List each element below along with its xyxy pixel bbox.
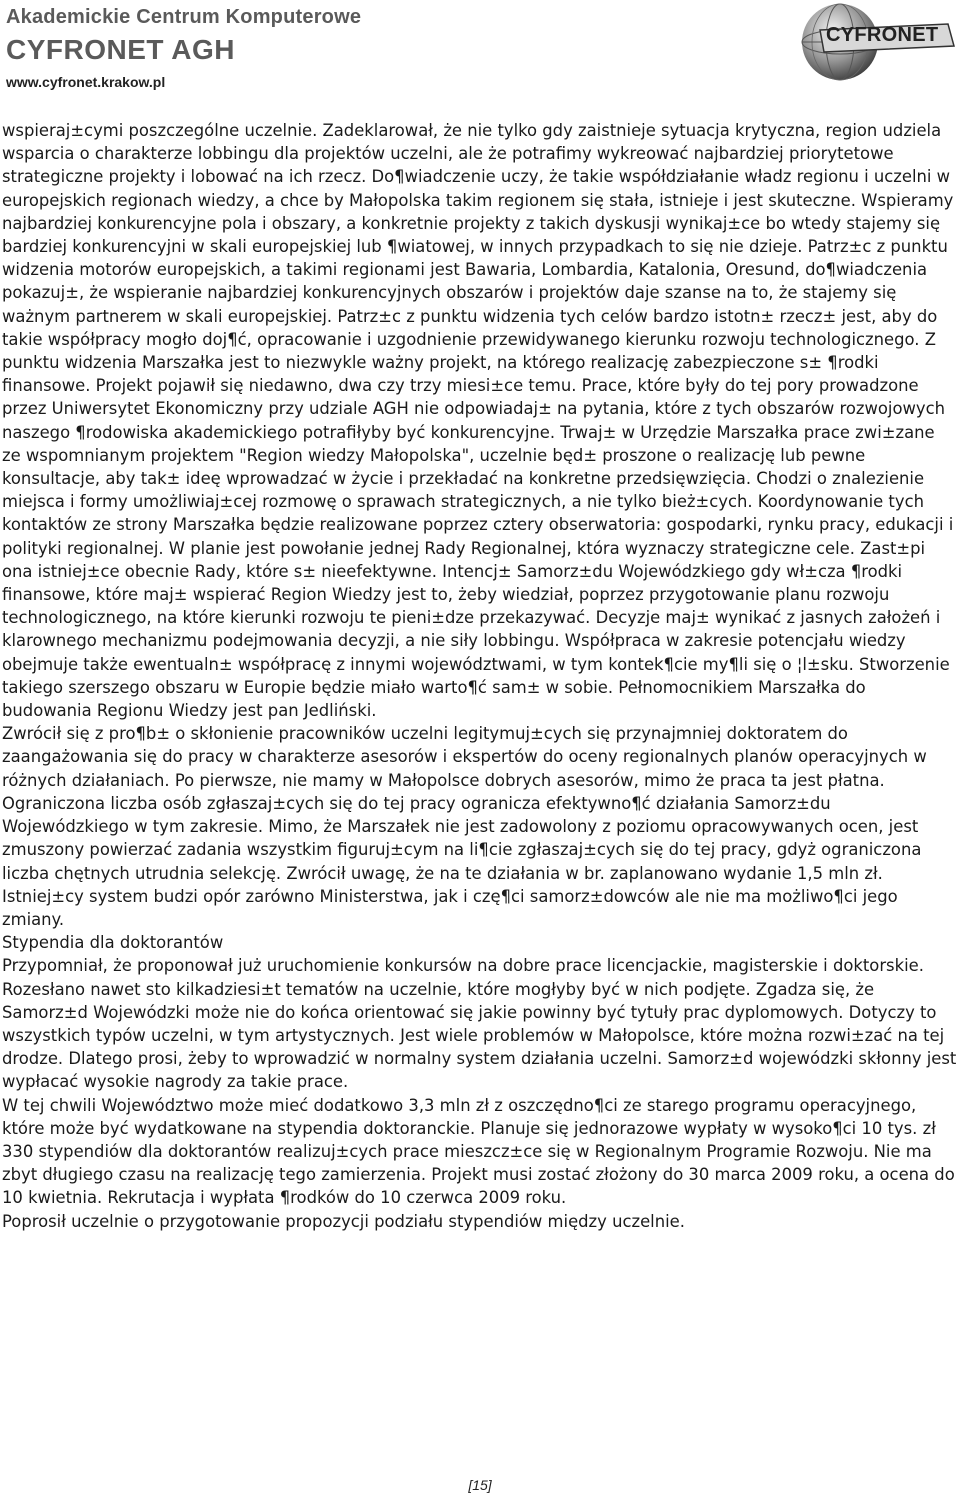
header-institution-name: Akademickie Centrum Komputerowe <box>6 6 362 28</box>
paragraph-thesis-competitions: Przypomniał, że proponował już uruchomienie konkursów na dobre prace licencjackie, magisterskie i doktorskie. Rozesłano nawet sto kilkadziesi±t tematów na uczelnie, które mogłyby być w nich podjęte. Zgadza się, że Samorz±d Wojewódzki może nie do końca orientować się jakie powinny być tytuły prac dyplomowych. Dotyczy to wszystkich typów uczelni, w tym artystycznych. Jest wiele problemów w Małopolsce, które można rozwi±zać na tej drodze. Dlatego prosi, żeby to wprowadzić w normalny system działania uczelni. Samorz±d wojewódzki skłonny jest wypłacać wysokie nagrody za takie prace. <box>2 956 957 1092</box>
paragraph-scholarship-funding: W tej chwili Województwo może mieć dodatkowo 3,3 mln zł z oszczędno¶ci ze starego programu operacyjnego, które może być wydatkowane na stypendia doktoranckie. Planuje się jednorazowe wypłaty w wysoko¶ci 10 tys. zł 330 stypendiów dla doktorantów realizuj±cych prace mieszcz±ce się w Regionalnym Programie Rozwoju. Nie ma zbyt długiego czasu na realizację tego zamierzenia. Projekt musi zostać złożony do 30 marca 2009 roku, a ocena do 10 kwietnia. Rekrutacja i wypłata ¶rodków do 10 czerwca 2009 roku. <box>2 1095 955 1208</box>
header-organization-name: CYFRONET AGH <box>6 34 235 65</box>
paragraph-scholarship-request: Poprosił uczelnie o przygotowanie propozycji podziału stypendiów między uczelnie. <box>2 1211 685 1231</box>
page-number: [15] <box>468 1477 492 1493</box>
paragraph-experts-request: Zwrócił się z pro¶b± o skłonienie pracowników uczelni legitymuj±cych się przynajmniej doktoratem do zaangażowania się do pracy w charakterze asesorów i ekspertów do oceny regionalnych planów operacyjnych w różnych działaniach. Po pierwsze, nie mamy w Małopolsce dobrych asesorów, mimo że praca ta jest płatna. Ograniczona liczba osób zgłaszaj±cych się do tej pracy ogranicza efektywno¶ć działania Samorz±du Wojewódzkiego w tym zakresie. Mimo, że Marszałek nie jest zadowolony z poziomu opracowywanych ocen, jest zmuszony powierzać zadania wszystkim figuruj±cym na li¶cie zgłaszaj±cych się do tej pracy, gdyż ograniczona liczba chętnych utrudnia selekcję. Zwrócił uwagę, że na te działania w br. zaplanowano wydanie 1,5 mln zł. Istniej±cy system budzi opór zarówno Ministerstwa, jak i czę¶ci samorz±dowców ale nie ma możliwo¶ci jego zmiany. <box>2 724 927 929</box>
section-heading-doctoral-scholarships: Stypendia dla doktorantów <box>2 933 224 953</box>
paragraph-regional-cooperation: wspieraj±cymi poszczególne uczelnie. Zadeklarował, że nie tylko gdy zaistnieje sytuacja krytyczna, region udziela wsparcia o charakterze lobbingu dla projektów uczelni, ale że potrafimy wykreować najbardziej priorytetowe strategiczne projekty i lobować na ich rzecz. Do¶wiadczenie uczy, że takie współdziałanie władz regionu i uczelni w europejskich regionach wiedzy, a chce by Małopolska takim regionem się stała, istnieje i jest skuteczne. Wspieramy najbardziej konkurencyjne pola i obszary, a konkretnie projekty z takich dyskusji wynikaj±ce bo wtedy stajemy się bardziej konkurencyjni w skali europejskiej lub ¶wiatowej, w innych przypadkach to się nie dzieje. Patrz±c z punktu widzenia motorów europejskich, a takimi regionami jest Bawaria, Lombardia, Katalonia, Oresund, do¶wiadczenia pokazuj±, że wspieranie najbardziej konkurencyjnych obszarów i projektów daje szanse na to, że stajemy się ważnym partnerem w skali europejskiej. Patrz±c z punktu widzenia tych celów bardzo istotn± rzecz± jest, aby do takie współpracy mogło doj¶ć, opracowanie i uzgodnienie przewidywanego kierunku rozwoju technologicznego. Z punktu widzenia Marszałka jest to niezwykle ważny projekt, na którego realizację zabezpieczone s± ¶rodki finansowe. Projekt pojawił się niedawno, dwa czy trzy miesi±ce temu. Prace, które były do tej pory prowadzone przez Uniwersytet Ekonomiczny przy udziale AGH nie odpowiadaj± na pytania, które z tych obszarów rozwojowych naszego ¶rodowiska akademickiego potrafiłyby być konkurencyjne. Trwaj± w Urzędzie Marszałka prace zwi±zane ze wspomnianym projektem "Region wiedzy Małopolska", uczelnie będ± proszone o realizację lub pewne konsultacje, aby tak± ideę wprowadzać w życie i przekładać na konkretne przedsięwzięcia. Chodzi o znalezienie miejsca i formy umożliwiaj±cej rozmowę o sprawach strategicznych, a nie tylko bież±cych. Koordynowanie tych kontaktów ze strony Marszałka będzie realizowane poprzez cztery obserwatoria: gospodarki, rynku pracy, edukacji i polityki regionalnej. W planie jest powołanie jednej Rady Regionalnej, która wyznaczy strategiczne cele. Zast±pi ona istniej±ce obecnie Rady, które s± nieefektywne. Intencj± Samorz±du Wojewódzkiego gdy wł±cza ¶rodki finansowe, które maj± wspierać Region Wiedzy jest to, żeby wiedział, poprzez przygotowanie planu rozwoju technologicznego, na które kierunki rozwoju te pieni±dze przekazywać. Decyzje maj± wynikać z jasnych założeń i klarownego mechanizmu podejmowania decyzji, a nie siły lobbingu. Współpraca w zakresie potencjału wiedzy obejmuje także ewentualn± współpracę z innymi województwami, w tym kontek¶cie my¶li się o ¦l±sku. Stworzenie takiego szerszego obszaru w Europie będzie miało warto¶ć sam± w sobie. Pełnomocnikiem Marszałka do budowania Regionu Wiedzy jest pan Jedliński. <box>2 121 954 721</box>
header-website: www.cyfronet.krakow.pl <box>6 74 166 90</box>
document-body <box>2 119 958 1233</box>
logo-wordmark: CYFRONET <box>826 24 939 46</box>
page-header <box>0 0 960 110</box>
